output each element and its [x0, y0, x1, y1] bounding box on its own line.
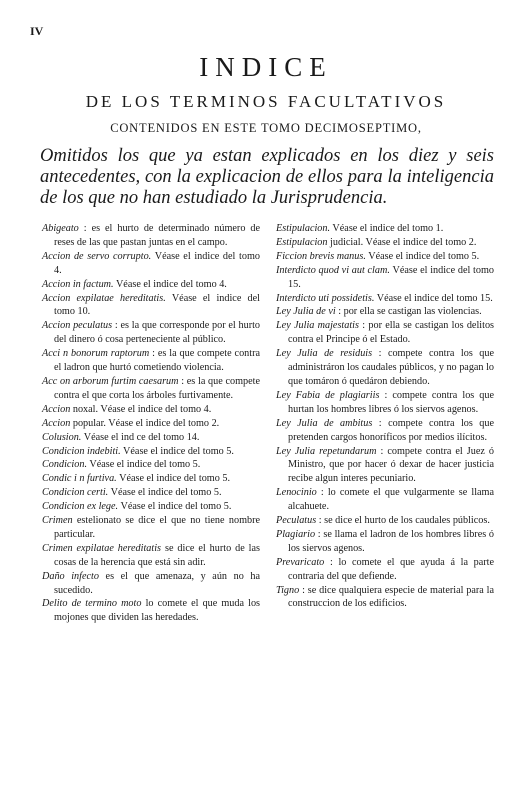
index-definition: : por ella se castigan los delitos contra el Principe ó el Estado.	[288, 320, 494, 346]
intro-paragraph: Omitidos los que ya estan explicados en los diez y seis antecedentes, con la explicacion de ellos para la inteligencia de los que no han estudiado la Jurisprudencia.	[40, 146, 494, 208]
index-term: Ficcion brevis manus.	[276, 250, 366, 262]
index-term: Accion expilatae hereditatis.	[42, 292, 166, 304]
index-entry	[42, 278, 260, 292]
index-term: Ley Fabia de plagiariis	[276, 389, 380, 401]
index-entry	[42, 500, 260, 514]
index-definition: : compete contra los que administráron los caudales públicos, y no pagan lo que tomáron ó quedáron debiendo.	[288, 348, 495, 387]
index-entry	[276, 292, 494, 306]
index-term: Crimen expilatae hereditatis	[42, 542, 162, 554]
index-term: Ley Julia de ambitus	[276, 417, 373, 429]
index-term: Tigno	[276, 584, 300, 596]
index-entry	[42, 472, 260, 486]
index-term: Accion	[42, 403, 71, 415]
index-entry	[276, 417, 494, 445]
index-entry	[276, 514, 494, 528]
index-term: Ley Julia de vi	[276, 306, 336, 318]
index-definition: lo comete el que muda los mojones que dividen las heredades.	[54, 598, 261, 624]
index-entry	[276, 347, 494, 389]
index-term: Condicion indebiti.	[42, 445, 121, 457]
index-term: Ley Julia de residuis	[276, 348, 373, 360]
index-definition: Véase el indice del tomo 1.	[332, 223, 444, 234]
index-entry	[276, 584, 494, 612]
index-entry	[42, 222, 260, 250]
index-term: Ley Julia majestatis	[276, 320, 359, 332]
index-entry	[276, 250, 494, 264]
index-column-right	[276, 222, 494, 611]
index-entry	[42, 319, 260, 347]
index-term: Estipulacion.	[276, 223, 331, 234]
index-entry	[42, 514, 260, 542]
index-term: Interdicto quod vi aut clam.	[276, 264, 390, 276]
index-definition: Véase el indice del tomo 5.	[110, 487, 222, 499]
index-term: Condicion.	[42, 459, 87, 471]
index-definition: Véase el indice del tomo 5.	[119, 473, 230, 485]
index-definition: : es la que corresponde por el hurto del dinero ó cosa perteneciente al público.	[54, 320, 261, 346]
index-term: Accion peculatus	[42, 320, 113, 332]
index-entry	[42, 403, 260, 417]
index-column-left	[42, 222, 260, 625]
index-entry	[276, 264, 494, 292]
index-term: Daño infecto	[42, 570, 99, 582]
index-term: Lenocinio	[276, 487, 317, 499]
contents-line: CONTENIDOS EN ESTE TOMO DECIMOSEPTIMO,	[110, 121, 422, 135]
index-definition: estelionato se dice el que no tiene nombre particular.	[54, 515, 260, 540]
index-entry	[42, 570, 260, 598]
page-number: IV	[30, 24, 44, 38]
index-definition: : compete contra los que pretenden cargos honoríficos por medios ilícitos.	[288, 417, 495, 443]
index-definition: : es la que compete contra el ladron que hurtó cometiendo violencia.	[54, 348, 261, 374]
index-term: Abigeato	[42, 223, 79, 234]
index-entry	[42, 445, 260, 459]
index-term: Condicion certi.	[42, 487, 109, 499]
index-definition: se dice el hurto de las cosas de la herencia que está sin adir.	[54, 542, 261, 568]
index-term: Condicion ex lege.	[42, 501, 119, 513]
index-term: Accion de servo corrupto.	[42, 250, 152, 262]
index-definition: popular. Véase el indice del tomo 2.	[72, 417, 220, 429]
index-entry	[42, 347, 260, 375]
index-definition: : compete contra los que hurtan los hombres libres ó los siervos agenos.	[288, 389, 494, 415]
index-entry	[276, 486, 494, 514]
index-term: Crimen	[42, 515, 73, 527]
index-entry	[42, 486, 260, 500]
index-entry	[276, 389, 494, 417]
index-definition: Véase el indice del tomo 5.	[120, 501, 232, 513]
index-definition: : se dice el hurto de los caudales públicos.	[318, 515, 490, 527]
index-definition: noxal. Véase el indice del tomo 4.	[72, 403, 212, 415]
index-definition: Véase el indice del tomo 5.	[89, 459, 201, 471]
index-definition: Véase el indice del tomo 4.	[54, 250, 260, 276]
index-entry	[42, 250, 260, 278]
index-term: Acc on arborum furtim caesarum	[42, 375, 179, 387]
index-definition: : lo comete el que vulgarmente se llama alcahuete.	[288, 487, 494, 513]
index-definition: Véase el indice del tomo 4.	[115, 278, 227, 290]
index-definition: es el que amenaza, y aún no ha sucedido.	[54, 570, 260, 596]
index-definition: : se llama el ladron de los hombres libres ó los siervos agenos.	[288, 528, 495, 554]
index-term: Interdicto uti possidetis.	[276, 292, 375, 304]
index-entry	[276, 445, 494, 487]
index-entry	[276, 528, 494, 556]
index-definition: : es la que compete contra el que corta los árboles furtivamente.	[54, 375, 260, 401]
index-entry	[42, 597, 260, 625]
index-definition: Véase el indice del tomo 15.	[288, 264, 494, 290]
index-term: Accion in factum.	[42, 278, 114, 290]
index-entry	[42, 375, 260, 403]
index-definition: Véase el ind ce del tomo 14.	[83, 431, 200, 443]
index-term: Peculatus	[276, 515, 317, 527]
index-term: Estipulacion	[276, 236, 328, 248]
index-definition: Véase el indice del tomo 10.	[54, 292, 260, 318]
index-entry	[276, 556, 494, 584]
page-title: INDICE	[199, 52, 333, 82]
index-entry	[276, 305, 494, 319]
index-definition: Véase el indice del tomo 5.	[368, 250, 480, 262]
index-definition: : lo comete el que ayuda á la parte contraria del que defiende.	[288, 556, 495, 582]
index-definition: : por ella se castigan las violencias.	[338, 306, 482, 318]
index-entry	[276, 319, 494, 347]
index-definition: : se dice qualquiera especie de material para la construccion de los edificios.	[288, 584, 495, 610]
index-entry	[42, 292, 260, 320]
index-definition: judicial. Véase el indice del tomo 2.	[330, 236, 477, 248]
index-entry	[42, 542, 260, 570]
index-term: Acci n bonorum raptorum	[42, 348, 150, 360]
index-definition: Véase el indice del tomo 5.	[123, 445, 234, 457]
page-subtitle: DE LOS TERMINOS FACULTATIVOS	[85, 92, 447, 111]
index-entry	[42, 431, 260, 445]
index-term: Condic i n furtiva.	[42, 473, 117, 485]
index-entry	[42, 458, 260, 472]
index-entry	[276, 236, 494, 250]
index-term: Delito de termino moto	[42, 598, 142, 610]
index-term: Plagiario	[276, 528, 316, 540]
index-definition: : compete contra el Juez ó Ministro, que por hacer ó dexar de hacer justicia recibe algun interes pecuniario.	[288, 445, 494, 485]
index-entry	[42, 417, 260, 431]
index-entry	[276, 222, 494, 236]
index-term: Ley Julia repetundarum	[276, 445, 377, 457]
index-definition: Véase el indice del tomo 15.	[376, 292, 493, 304]
index-term: Accion	[42, 417, 71, 429]
index-term: Prevaricato	[276, 556, 325, 568]
index-term: Colusion.	[42, 431, 82, 443]
index-definition: : es el hurto de determinado número de reses de las que pastan juntas en el campo.	[54, 223, 261, 248]
